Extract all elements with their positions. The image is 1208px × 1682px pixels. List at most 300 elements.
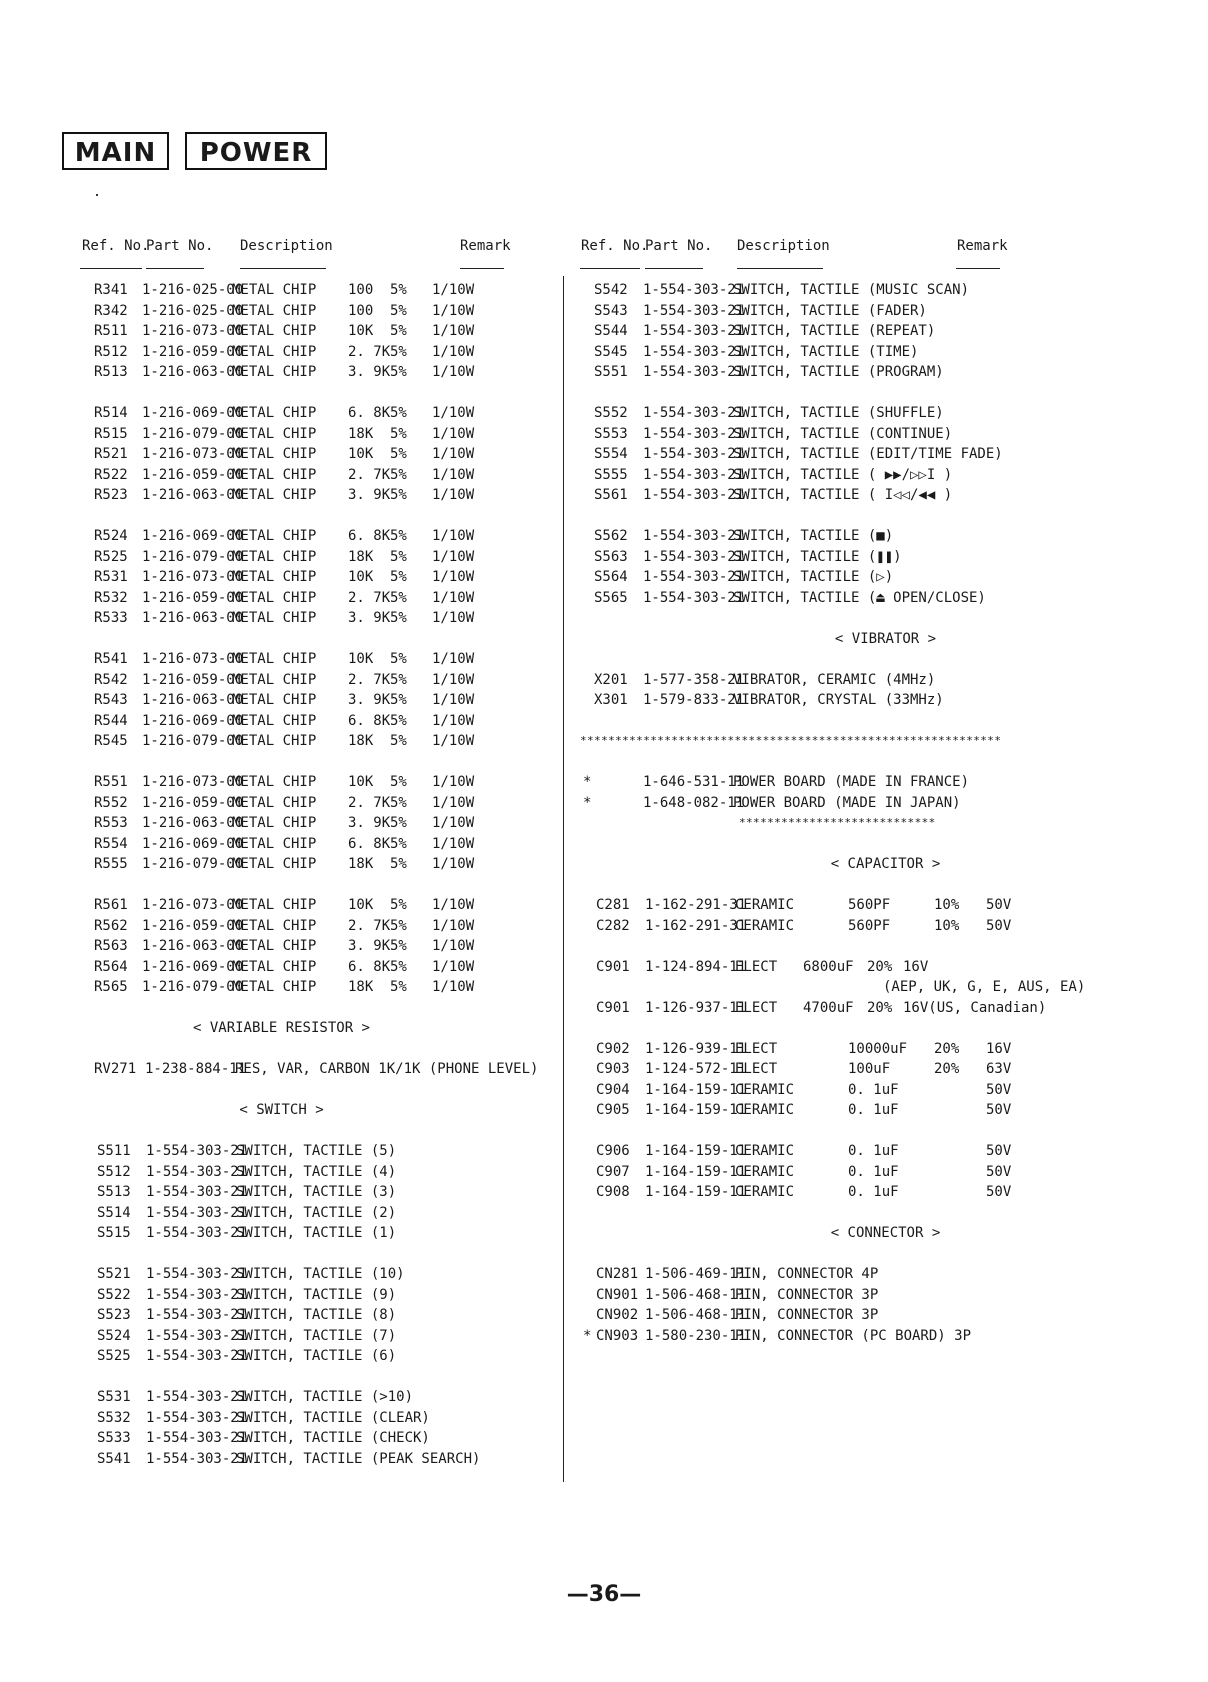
part-no: 1-216-069-00	[142, 835, 244, 852]
tolerance: 5%	[390, 938, 407, 954]
capacitor-row	[563, 1080, 1208, 1101]
value: 2. 7K	[348, 589, 391, 606]
resistor-row	[0, 834, 563, 855]
value: 10K	[348, 651, 374, 667]
part-no: 1-216-079-00	[142, 548, 244, 565]
rating: 1/10W	[432, 815, 475, 831]
part-no: 1-554-303-21	[643, 487, 745, 503]
spacer	[0, 1039, 563, 1060]
resistor-row	[0, 608, 563, 629]
description: SWITCH, TACTILE (▷)	[733, 569, 894, 585]
value: 0. 1uF	[848, 1184, 899, 1200]
ref-no: S553	[594, 425, 628, 442]
ref-no: R561	[94, 897, 128, 913]
ref-no: R544	[94, 712, 128, 729]
part-no: 1-554-303-21	[643, 323, 745, 339]
switch-row	[563, 567, 1208, 588]
description: ELECT	[735, 1061, 778, 1077]
rating: 1/10W	[432, 774, 475, 790]
description: METAL CHIP	[232, 446, 317, 462]
resistor-row	[0, 690, 563, 711]
resistor-row	[0, 957, 563, 978]
part-no: 1-216-079-00	[142, 733, 244, 749]
spacer	[563, 383, 1208, 404]
resistor-row	[0, 362, 563, 383]
description: CERAMIC	[735, 917, 795, 934]
part-no: 1-126-937-11	[645, 999, 747, 1016]
value: 6. 8K	[348, 958, 391, 975]
part-no: 1-506-469-11	[645, 1266, 747, 1282]
part-no: 1-216-073-00	[142, 897, 244, 913]
resistor-row	[0, 916, 563, 937]
description: METAL CHIP	[232, 548, 317, 565]
value: 3. 9K	[348, 815, 391, 831]
tolerance: 5%	[390, 364, 407, 380]
rating: 1/10W	[432, 343, 475, 360]
resistor-row	[0, 711, 563, 732]
description: SWITCH, TACTILE (2)	[236, 1204, 397, 1221]
rating: 1/10W	[432, 938, 475, 954]
description: METAL CHIP	[232, 487, 317, 503]
description: SWITCH, TACTILE (7)	[236, 1327, 397, 1344]
section-title-variable-resistor-text: < VARIABLE RESISTOR >	[192, 1020, 370, 1036]
spacer	[563, 506, 1208, 527]
ref-no: S513	[97, 1184, 131, 1200]
description: METAL CHIP	[232, 774, 317, 790]
value: 3. 9K	[348, 938, 391, 954]
rating: 1/10W	[432, 856, 475, 872]
part-no: 1-216-063-00	[142, 364, 244, 380]
description: SWITCH, TACTILE (10)	[236, 1266, 405, 1282]
part-no: 1-554-303-21	[146, 1286, 248, 1303]
part-no: 1-554-303-21	[146, 1225, 248, 1241]
resistor-row	[0, 465, 563, 486]
part-no: 1-554-303-21	[643, 466, 745, 483]
separator-stars-short	[563, 813, 1208, 834]
tolerance: 5%	[390, 589, 407, 606]
spacer	[563, 1203, 1208, 1224]
rating: 1/10W	[432, 692, 475, 708]
rating: 1/10W	[432, 446, 475, 462]
part-no: 1-554-303-21	[643, 343, 745, 360]
ref-no: R551	[94, 774, 128, 790]
region-note: (AEP, UK, G, E, AUS, EA)	[883, 979, 1086, 995]
value: 6800uF	[803, 958, 854, 975]
rating: 50V	[986, 1143, 1012, 1159]
tolerance: 20%	[934, 1061, 960, 1077]
description: METAL CHIP	[232, 405, 317, 421]
part-no: 1-238-884-11	[145, 1061, 247, 1077]
description: VIBRATOR, CRYSTAL (33MHz)	[733, 692, 944, 708]
tolerance: 5%	[390, 815, 407, 831]
resistor-row	[0, 424, 563, 445]
resistor-row	[0, 731, 563, 752]
part-no: 1-216-069-00	[142, 958, 244, 975]
tolerance: 5%	[390, 487, 407, 503]
variable-resistor-row	[0, 1059, 563, 1080]
part-no: 1-554-303-21	[146, 1163, 248, 1180]
rating: 1/10W	[432, 733, 475, 749]
description: SWITCH, TACTILE (EDIT/TIME FADE)	[733, 446, 1003, 462]
description: SWITCH, TACTILE ( ▶▶/▷▷I )	[733, 466, 953, 483]
description: SWITCH, TACTILE (■)	[733, 528, 894, 544]
ref-no: R532	[94, 589, 128, 606]
ref-no: R514	[94, 405, 128, 421]
rating: 1/10W	[432, 589, 475, 606]
description: SWITCH, TACTILE (6)	[236, 1348, 397, 1364]
part-no: 1-577-358-21	[643, 671, 745, 688]
part-no: 1-554-303-21	[146, 1430, 248, 1446]
tolerance: 5%	[390, 610, 407, 626]
ref-no: R554	[94, 835, 128, 852]
capacitor-row	[563, 1059, 1208, 1080]
part-no: 1-216-063-00	[142, 815, 244, 831]
part-no: 1-216-079-00	[142, 856, 244, 872]
ref-no: CN901	[596, 1286, 639, 1303]
spacer	[563, 1121, 1208, 1142]
switch-row	[563, 588, 1208, 609]
value: 0. 1uF	[848, 1102, 899, 1118]
resistor-row	[0, 588, 563, 609]
ref-no: R564	[94, 958, 128, 975]
ref-no: R545	[94, 733, 128, 749]
part-no: 1-554-303-21	[146, 1327, 248, 1344]
description: METAL CHIP	[232, 589, 317, 606]
part-no: 1-554-303-21	[146, 1389, 248, 1405]
ref-no: S543	[594, 302, 628, 319]
part-no: 1-216-073-00	[142, 651, 244, 667]
resistor-row	[0, 813, 563, 834]
ref-no: S544	[594, 323, 628, 339]
part-no: 1-554-303-21	[643, 548, 745, 565]
desc-header: Description	[240, 238, 333, 254]
ref-no: R522	[94, 466, 128, 483]
description: CERAMIC	[735, 1184, 795, 1200]
ref-no: R563	[94, 938, 128, 954]
rating: 1/10W	[432, 528, 475, 544]
capacitor-row	[563, 1039, 1208, 1060]
resistor-row	[0, 793, 563, 814]
tolerance: 5%	[390, 835, 407, 852]
description: METAL CHIP	[232, 302, 317, 319]
part-no: 1-216-025-00	[142, 302, 244, 319]
switch-row	[563, 526, 1208, 547]
switch-row	[563, 321, 1208, 342]
spacer	[563, 649, 1208, 670]
ref-no: S521	[97, 1266, 131, 1282]
spacer	[0, 506, 563, 527]
part-no: 1-164-159-11	[645, 1184, 747, 1200]
part-no: 1-126-939-11	[645, 1040, 747, 1057]
ref-no: C904	[596, 1081, 630, 1098]
tolerance: 5%	[390, 733, 407, 749]
part-no: 1-216-063-00	[142, 610, 244, 626]
resistor-row	[0, 936, 563, 957]
value: 100	[348, 302, 374, 319]
ref-no: C901	[596, 999, 630, 1016]
spacer	[0, 629, 563, 650]
value: 18K	[348, 548, 374, 565]
description: SWITCH, TACTILE (SHUFFLE)	[733, 405, 944, 421]
description: SWITCH, TACTILE (CONTINUE)	[733, 425, 953, 442]
rating: 1/10W	[432, 282, 475, 298]
description: METAL CHIP	[232, 343, 317, 360]
description: METAL CHIP	[232, 917, 317, 934]
rating: 1/10W	[432, 671, 475, 688]
value: 560PF	[848, 897, 891, 913]
section-title-vibrator-text: < VIBRATOR >	[834, 630, 937, 647]
part-no: 1-164-159-11	[645, 1143, 747, 1159]
ref-no: R562	[94, 917, 128, 934]
value: 10K	[348, 569, 374, 585]
tolerance: 5%	[390, 651, 407, 667]
tolerance: 5%	[390, 302, 407, 319]
part-no: 1-216-069-00	[142, 712, 244, 729]
tolerance: 5%	[390, 548, 407, 565]
part-no: 1-506-468-11	[645, 1286, 747, 1303]
description: METAL CHIP	[232, 692, 317, 708]
spacer	[563, 834, 1208, 855]
connector-row	[563, 1264, 1208, 1285]
description: CERAMIC	[735, 1081, 795, 1098]
spacer	[0, 875, 563, 896]
spacer	[0, 752, 563, 773]
part-no: 1-216-059-00	[142, 917, 244, 934]
description: POWER BOARD (MADE IN JAPAN)	[733, 794, 961, 811]
tolerance: 5%	[390, 958, 407, 975]
ref-no: S563	[594, 548, 628, 565]
left-parts-list	[0, 280, 563, 1469]
part-no: 1-216-059-00	[142, 671, 244, 688]
part-header: Part No.	[146, 238, 214, 254]
part-no: 1-216-069-00	[142, 405, 244, 421]
switch-row	[563, 465, 1208, 486]
spacer	[563, 875, 1208, 896]
stars-line: ************************************************************	[580, 734, 1002, 747]
ref-no: S551	[594, 364, 628, 380]
description: METAL CHIP	[232, 323, 317, 339]
vibrator-row	[563, 670, 1208, 691]
ref-no: R531	[94, 569, 128, 585]
switch-row	[0, 1223, 563, 1244]
part-no: 1-554-303-21	[146, 1450, 248, 1467]
ref-no: S555	[594, 466, 628, 483]
capacitor-row	[563, 1182, 1208, 1203]
ref-no: S561	[594, 487, 628, 503]
value: 10K	[348, 323, 374, 339]
ref-no: C901	[596, 958, 630, 975]
description: METAL CHIP	[232, 569, 317, 585]
value: 18K	[348, 425, 374, 442]
switch-row	[0, 1305, 563, 1326]
ref-no: R523	[94, 487, 128, 503]
tolerance: 5%	[390, 671, 407, 688]
value: 6. 8K	[348, 528, 391, 544]
spacer	[0, 998, 563, 1019]
part-no: 1-124-894-11	[645, 958, 747, 975]
ref-no: R342	[94, 302, 128, 319]
part-no: 1-554-303-21	[643, 528, 745, 544]
rating: 1/10W	[432, 897, 475, 913]
value: 3. 9K	[348, 364, 391, 380]
description: SWITCH, TACTILE (MUSIC SCAN)	[733, 282, 970, 298]
ref-no: C903	[596, 1061, 630, 1077]
switch-row	[563, 424, 1208, 445]
part-no: 1-554-303-21	[146, 1348, 248, 1364]
part-no: 1-554-303-21	[643, 302, 745, 319]
description: METAL CHIP	[232, 466, 317, 483]
value: 560PF	[848, 917, 891, 934]
description: SWITCH, TACTILE (CHECK)	[236, 1430, 430, 1446]
tolerance: 5%	[390, 897, 407, 913]
part-no: 1-164-159-11	[645, 1163, 747, 1180]
part-no: 1-216-073-00	[142, 446, 244, 462]
ref-no: C908	[596, 1184, 630, 1200]
switch-row	[0, 1387, 563, 1408]
rating: 1/10W	[432, 610, 475, 626]
switch-row	[563, 301, 1208, 322]
rating: 50V	[986, 1184, 1012, 1200]
resistor-row	[0, 321, 563, 342]
spacer	[563, 1244, 1208, 1265]
description: SWITCH, TACTILE (>10)	[236, 1389, 414, 1405]
description: POWER BOARD (MADE IN FRANCE)	[733, 774, 970, 790]
value: 3. 9K	[348, 487, 391, 503]
description: ELECT	[735, 999, 778, 1016]
ref-no: R533	[94, 610, 128, 626]
rating: 50V	[986, 1081, 1012, 1098]
rating: 16V	[903, 958, 929, 975]
description: SWITCH, TACTILE (REPEAT)	[733, 323, 936, 339]
resistor-row	[0, 567, 563, 588]
tolerance: 5%	[390, 917, 407, 934]
resistor-row	[0, 444, 563, 465]
spacer	[563, 608, 1208, 629]
spacer	[0, 1367, 563, 1388]
rating: 1/10W	[432, 651, 475, 667]
part-no: 1-554-303-21	[643, 405, 745, 421]
tolerance: 5%	[390, 856, 407, 872]
part-no: 1-580-230-11	[645, 1327, 747, 1344]
power-board-row	[563, 793, 1208, 814]
rating: 63V	[986, 1061, 1012, 1077]
value: 2. 7K	[348, 671, 391, 688]
spacer	[563, 936, 1208, 957]
part-no: 1-554-303-21	[146, 1266, 248, 1282]
ref-no: RV271	[94, 1061, 137, 1077]
switch-row	[0, 1428, 563, 1449]
rating: 50V	[986, 1163, 1012, 1180]
description: SWITCH, TACTILE (⏏ OPEN/CLOSE)	[733, 589, 986, 606]
resistor-row	[0, 854, 563, 875]
part-no: 1-554-303-21	[643, 425, 745, 442]
description: SWITCH, TACTILE (TIME)	[733, 343, 919, 360]
description: SWITCH, TACTILE (PROGRAM)	[733, 364, 944, 380]
capacitor-row	[563, 1141, 1208, 1162]
part-no: 1-162-291-31	[645, 917, 747, 934]
switch-row	[0, 1326, 563, 1347]
value: 10000uF	[848, 1040, 908, 1057]
ref-no: S532	[97, 1409, 131, 1426]
ref-no: S565	[594, 589, 628, 606]
part-no: 1-554-303-21	[146, 1143, 248, 1159]
resistor-row	[0, 485, 563, 506]
ref-no: S522	[97, 1286, 131, 1303]
ref-no: R341	[94, 282, 128, 298]
ref-no: S515	[97, 1225, 131, 1241]
description: METAL CHIP	[232, 282, 317, 298]
tolerance: 5%	[390, 405, 407, 421]
desc-header: Description	[737, 238, 830, 254]
description: CERAMIC	[735, 897, 795, 913]
part-no: 1-216-059-00	[142, 589, 244, 606]
part-no: 1-216-063-00	[142, 692, 244, 708]
value: 2. 7K	[348, 917, 391, 934]
part-no: 1-646-531-11	[643, 774, 745, 790]
separator-stars	[563, 731, 1208, 752]
value: 0. 1uF	[848, 1081, 899, 1098]
ref-no: C905	[596, 1102, 630, 1118]
description: PIN, CONNECTOR 4P	[735, 1266, 879, 1282]
part-no: 1-579-833-21	[643, 692, 745, 708]
ref-header: Ref. No.	[581, 238, 649, 254]
rating: 1/10W	[432, 979, 475, 995]
remark-header: Remark	[957, 238, 1008, 254]
description: METAL CHIP	[232, 671, 317, 688]
spacer	[0, 1244, 563, 1265]
ref-no: R553	[94, 815, 128, 831]
rating: 1/10W	[432, 958, 475, 975]
resistor-row	[0, 342, 563, 363]
asterisk: *	[583, 774, 592, 790]
part-no: 1-216-059-00	[142, 794, 244, 811]
capacitor-row	[563, 895, 1208, 916]
description: SWITCH, TACTILE (8)	[236, 1307, 397, 1323]
description: SWITCH, TACTILE (9)	[236, 1286, 397, 1303]
description: CERAMIC	[735, 1163, 795, 1180]
part-no: 1-162-291-31	[645, 897, 747, 913]
rating: 16V	[986, 1040, 1012, 1057]
rating: 1/10W	[432, 794, 475, 811]
description: SWITCH, TACTILE (CLEAR)	[236, 1409, 430, 1426]
value: 100uF	[848, 1061, 891, 1077]
resistor-row	[0, 895, 563, 916]
value: 2. 7K	[348, 794, 391, 811]
ref-no: C281	[596, 897, 630, 913]
description: VIBRATOR, CERAMIC (4MHz)	[733, 671, 936, 688]
ref-no: S511	[97, 1143, 131, 1159]
resistor-row	[0, 772, 563, 793]
ref-no: S545	[594, 343, 628, 360]
part-no: 1-554-303-21	[643, 364, 745, 380]
tolerance: 10%	[934, 917, 960, 934]
rating: 1/10W	[432, 487, 475, 503]
ref-no: CN902	[596, 1307, 639, 1323]
section-title-vibrator	[563, 629, 1208, 650]
right-parts-list	[563, 280, 1208, 1346]
rating: 1/10W	[432, 712, 475, 729]
value: 6. 8K	[348, 712, 391, 729]
tolerance: 5%	[390, 979, 407, 995]
rating: 1/10W	[432, 466, 475, 483]
part-no: 1-124-572-11	[645, 1061, 747, 1077]
ref-no: S523	[97, 1307, 131, 1323]
part-no: 1-216-073-00	[142, 323, 244, 339]
part-no: 1-554-303-21	[643, 569, 745, 585]
rating: 50V	[986, 897, 1012, 913]
tolerance: 5%	[390, 323, 407, 339]
connector-row	[563, 1285, 1208, 1306]
